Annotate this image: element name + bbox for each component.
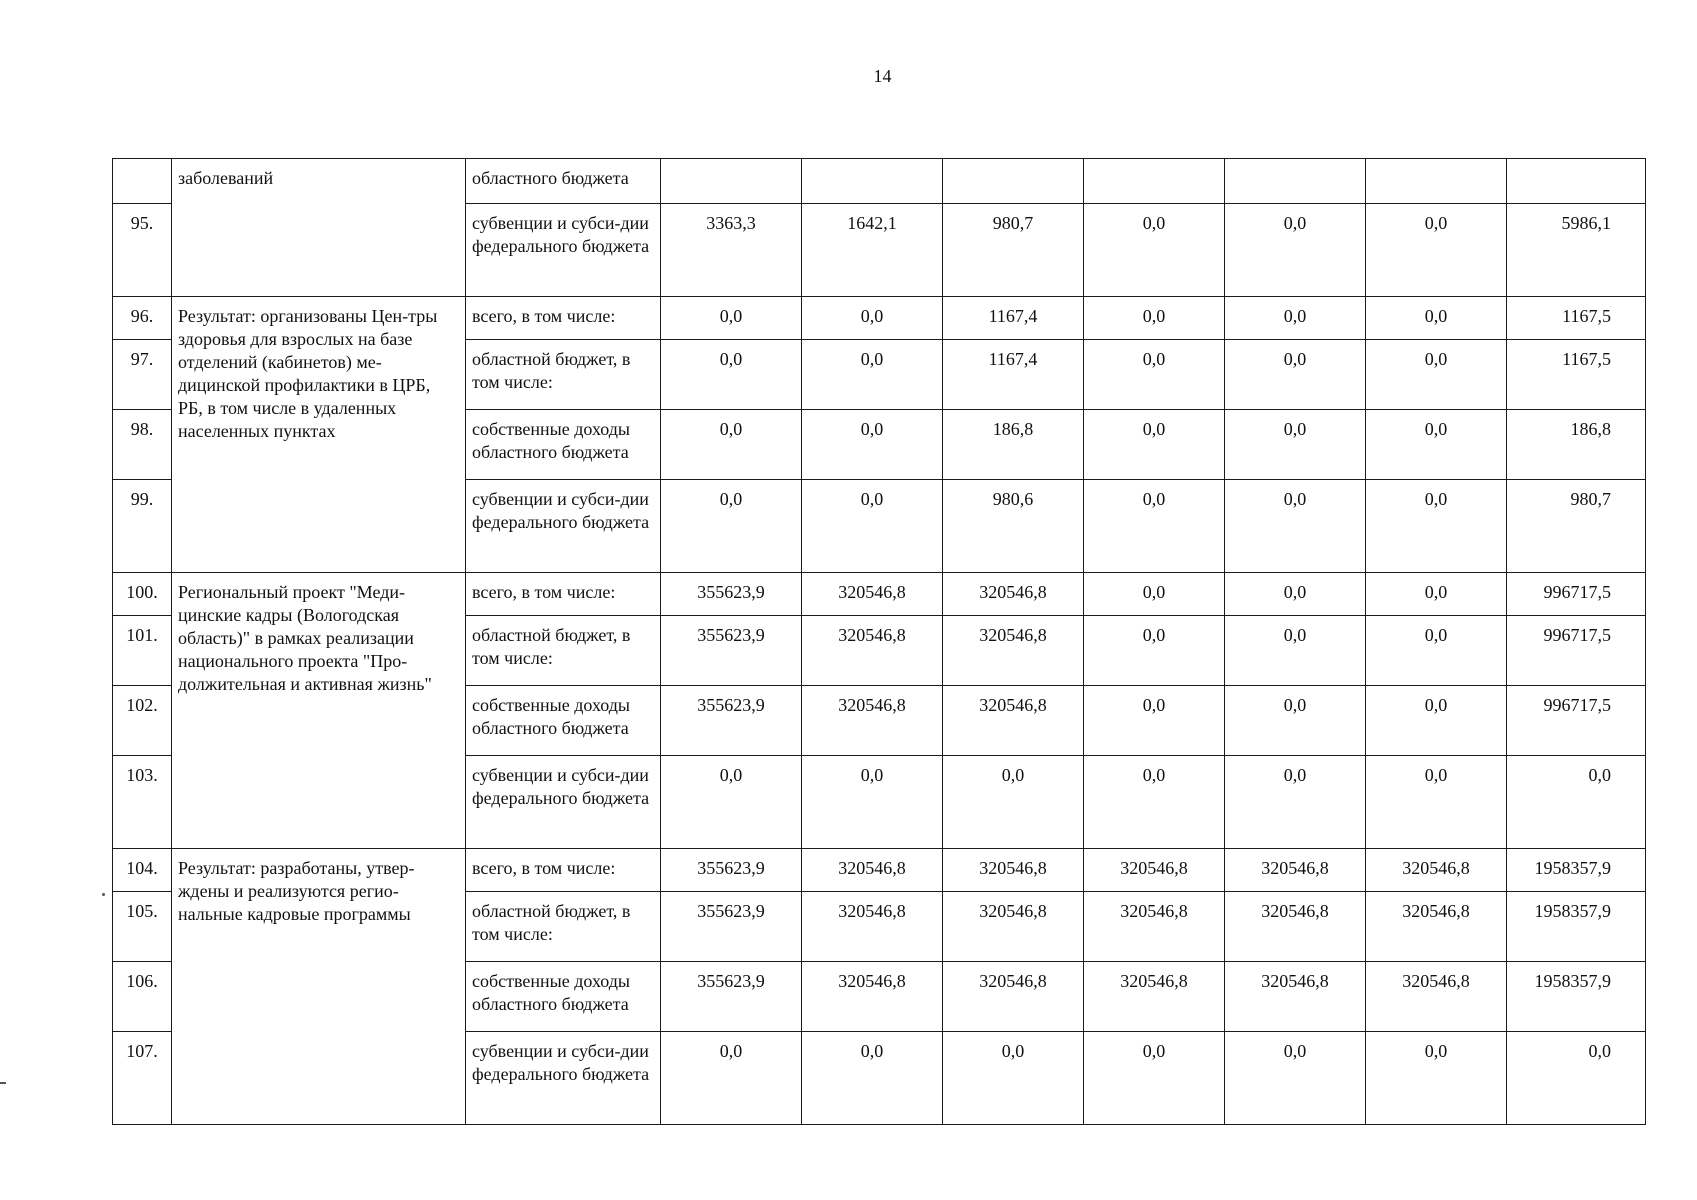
year-value: 186,8	[943, 410, 1084, 480]
year-value: 320546,8	[943, 686, 1084, 756]
scan-speck	[102, 893, 105, 896]
year-value: 980,7	[943, 204, 1084, 297]
total-value: 996717,5	[1507, 686, 1646, 756]
total-value: 980,7	[1507, 480, 1646, 573]
year-value: 0,0	[1366, 410, 1507, 480]
year-value: 0,0	[1225, 340, 1366, 410]
year-value: 320546,8	[943, 962, 1084, 1032]
year-value: 0,0	[1084, 686, 1225, 756]
funding-source: всего, в том числе:	[466, 849, 661, 892]
year-value: 355623,9	[661, 573, 802, 616]
year-value: 0,0	[1225, 480, 1366, 573]
funding-source: собственные доходы областного бюджета	[466, 410, 661, 480]
row-number: 106.	[113, 962, 172, 1032]
year-value: 0,0	[1225, 410, 1366, 480]
item-description: заболеваний	[172, 159, 466, 297]
year-value: 320546,8	[1366, 892, 1507, 962]
funding-source: собственные доходы областного бюджета	[466, 962, 661, 1032]
year-value: 0,0	[1366, 686, 1507, 756]
year-value: 0,0	[943, 1032, 1084, 1125]
year-value: 1642,1	[802, 204, 943, 297]
year-value: 355623,9	[661, 962, 802, 1032]
row-number: 96.	[113, 297, 172, 340]
year-value: 0,0	[1225, 573, 1366, 616]
row-number: 101.	[113, 616, 172, 686]
year-value	[1084, 159, 1225, 204]
year-value: 320546,8	[943, 849, 1084, 892]
total-value	[1507, 159, 1646, 204]
year-value: 0,0	[1366, 756, 1507, 849]
year-value: 320546,8	[802, 616, 943, 686]
table-row	[113, 573, 1646, 616]
year-value: 980,6	[943, 480, 1084, 573]
year-value: 0,0	[943, 756, 1084, 849]
total-value: 1958357,9	[1507, 849, 1646, 892]
total-value: 0,0	[1507, 756, 1646, 849]
year-value: 0,0	[1225, 1032, 1366, 1125]
year-value: 320546,8	[1366, 849, 1507, 892]
funding-source: субвенции и субси-дии федерального бюджета	[466, 1032, 661, 1125]
year-value: 320546,8	[802, 892, 943, 962]
year-value: 0,0	[802, 340, 943, 410]
year-value: 355623,9	[661, 892, 802, 962]
year-value: 355623,9	[661, 686, 802, 756]
funding-source: субвенции и субси-дии федерального бюджета	[466, 480, 661, 573]
row-number: 100.	[113, 573, 172, 616]
total-value: 1958357,9	[1507, 892, 1646, 962]
year-value: 0,0	[1225, 616, 1366, 686]
row-number: 107.	[113, 1032, 172, 1125]
year-value: 320546,8	[802, 573, 943, 616]
funding-source: всего, в том числе:	[466, 573, 661, 616]
year-value: 320546,8	[1225, 962, 1366, 1032]
year-value: 0,0	[1366, 480, 1507, 573]
item-description: Региональный проект "Меди-цинские кадры (Вологодская область)" в рамках реализации национального проекта "Про-должительная и активная жизнь"	[172, 573, 466, 849]
year-value: 0,0	[661, 340, 802, 410]
year-value: 320546,8	[1084, 962, 1225, 1032]
year-value: 320546,8	[802, 849, 943, 892]
year-value: 0,0	[1366, 573, 1507, 616]
year-value: 0,0	[1225, 756, 1366, 849]
year-value: 0,0	[1084, 297, 1225, 340]
table-row	[113, 297, 1646, 340]
year-value: 355623,9	[661, 616, 802, 686]
funding-source: областного бюджета	[466, 159, 661, 204]
year-value: 0,0	[661, 756, 802, 849]
year-value: 320546,8	[1084, 849, 1225, 892]
funding-source: собственные доходы областного бюджета	[466, 686, 661, 756]
row-number: 104.	[113, 849, 172, 892]
total-value: 0,0	[1507, 1032, 1646, 1125]
year-value: 0,0	[802, 1032, 943, 1125]
year-value: 0,0	[1225, 297, 1366, 340]
year-value	[1366, 159, 1507, 204]
row-number: 98.	[113, 410, 172, 480]
year-value: 0,0	[802, 480, 943, 573]
total-value: 1167,5	[1507, 340, 1646, 410]
row-number	[113, 159, 172, 204]
year-value: 1167,4	[943, 340, 1084, 410]
total-value: 1958357,9	[1507, 962, 1646, 1032]
year-value: 320546,8	[1225, 849, 1366, 892]
year-value: 320546,8	[943, 892, 1084, 962]
table-row	[113, 159, 1646, 204]
year-value: 0,0	[1225, 204, 1366, 297]
year-value: 320546,8	[1084, 892, 1225, 962]
funding-source: областной бюджет, в том числе:	[466, 340, 661, 410]
funding-source: областной бюджет, в том числе:	[466, 892, 661, 962]
year-value: 0,0	[1225, 686, 1366, 756]
row-number: 99.	[113, 480, 172, 573]
year-value: 0,0	[1084, 410, 1225, 480]
year-value	[943, 159, 1084, 204]
row-number: 102.	[113, 686, 172, 756]
year-value: 0,0	[1366, 297, 1507, 340]
funding-source: субвенции и субси-дии федерального бюджета	[466, 204, 661, 297]
year-value: 320546,8	[802, 962, 943, 1032]
budget-table	[112, 158, 1646, 1125]
year-value: 320546,8	[943, 573, 1084, 616]
item-description: Результат: разработаны, утвер-ждены и реализуются регио-нальные кадровые программы	[172, 849, 466, 1125]
year-value: 0,0	[1366, 340, 1507, 410]
row-number: 105.	[113, 892, 172, 962]
year-value: 0,0	[1084, 573, 1225, 616]
year-value: 0,0	[661, 1032, 802, 1125]
table-row	[113, 849, 1646, 892]
year-value: 0,0	[1084, 756, 1225, 849]
year-value: 0,0	[661, 410, 802, 480]
year-value	[1225, 159, 1366, 204]
year-value	[661, 159, 802, 204]
year-value: 0,0	[802, 410, 943, 480]
year-value: 0,0	[1084, 480, 1225, 573]
year-value: 0,0	[1366, 1032, 1507, 1125]
year-value: 0,0	[661, 297, 802, 340]
year-value: 320546,8	[1366, 962, 1507, 1032]
year-value: 0,0	[802, 297, 943, 340]
year-value: 1167,4	[943, 297, 1084, 340]
total-value: 5986,1	[1507, 204, 1646, 297]
year-value: 320546,8	[943, 616, 1084, 686]
year-value: 355623,9	[661, 849, 802, 892]
year-value: 320546,8	[802, 686, 943, 756]
row-number: 103.	[113, 756, 172, 849]
year-value	[802, 159, 943, 204]
funding-source: областной бюджет, в том числе:	[466, 616, 661, 686]
year-value: 0,0	[1084, 340, 1225, 410]
total-value: 186,8	[1507, 410, 1646, 480]
year-value: 0,0	[661, 480, 802, 573]
total-value: 996717,5	[1507, 616, 1646, 686]
row-number: 97.	[113, 340, 172, 410]
year-value: 320546,8	[1225, 892, 1366, 962]
year-value: 0,0	[1084, 204, 1225, 297]
total-value: 996717,5	[1507, 573, 1646, 616]
year-value: 0,0	[802, 756, 943, 849]
year-value: 3363,3	[661, 204, 802, 297]
scan-speck	[0, 1082, 6, 1084]
total-value: 1167,5	[1507, 297, 1646, 340]
item-description: Результат: организованы Цен-тры здоровья для взрослых на базе отделений (кабинетов) ме-дицинской профилактики в ЦРБ, РБ, в том числе в удаленных населенных пунктах	[172, 297, 466, 573]
funding-source: всего, в том числе:	[466, 297, 661, 340]
year-value: 0,0	[1366, 204, 1507, 297]
year-value: 0,0	[1366, 616, 1507, 686]
page-number: 14	[873, 66, 892, 86]
funding-source: субвенции и субси-дии федерального бюджета	[466, 756, 661, 849]
year-value: 0,0	[1084, 1032, 1225, 1125]
year-value: 0,0	[1084, 616, 1225, 686]
row-number: 95.	[113, 204, 172, 297]
